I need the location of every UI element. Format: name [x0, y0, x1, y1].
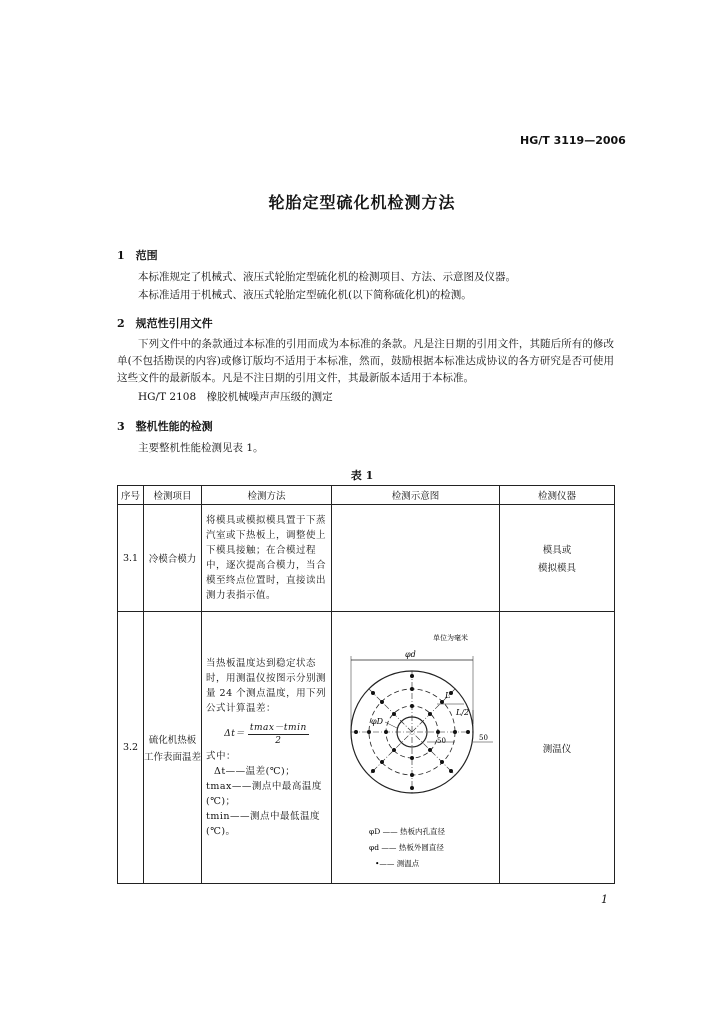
section-1-line-2: 本标准适用于机械式、液压式轮胎定型硫化机(以下简称硫化机)的检测。	[138, 289, 472, 301]
row1-instrument	[500, 505, 615, 612]
section-1-heading: 1 范围	[117, 249, 158, 262]
formula-where: 式中：	[206, 751, 237, 762]
table-caption: 表 1	[350, 469, 374, 482]
row1-no: 3.1	[118, 505, 144, 612]
header-no: 序号	[118, 486, 144, 505]
legend-phi-d: φd —— 热板外圆直径	[368, 843, 444, 852]
document-title: 轮胎定型硫化机检测方法	[268, 193, 456, 212]
table-row	[118, 505, 615, 612]
row1-instrument-line1: 模具或	[542, 545, 572, 556]
row1-instrument-line2: 模拟模具	[537, 563, 576, 574]
normative-reference: HG/T 2108 橡胶机械噪声声压级的测定	[138, 391, 333, 403]
row1-item: 冷模合模力	[144, 505, 202, 612]
header-item: 检测项目	[144, 486, 202, 505]
section-3-heading: 3 整机性能的检测	[117, 420, 213, 433]
label-phi-D: φD	[370, 717, 383, 726]
row1-diagram	[332, 505, 500, 612]
dim-50-b: 50	[478, 734, 488, 742]
header-instrument: 检测仪器	[500, 486, 615, 505]
label-L-half: L/2	[455, 708, 469, 717]
formula-def-delta: Δt——温差(℃)；	[214, 766, 296, 777]
formula-lhs: Δt＝	[224, 729, 245, 739]
temperature-formula	[206, 722, 327, 747]
formula-fraction	[248, 722, 309, 747]
row2-item	[144, 612, 202, 884]
row1-method: 将模具或模拟模具置于下蒸汽室或下热板上，调整使上下模具接触；在合模过程中，逐次提高合模力，当合模至终点位置时，直接读出测力表指示值。	[202, 505, 332, 612]
row2-item-line2: 工作表面温差	[144, 752, 202, 763]
standard-number: HG/T 3119—2006	[520, 134, 626, 147]
label-L: L	[444, 691, 450, 700]
dim-50-a: 50	[436, 737, 446, 745]
legend-measuring-point: •—— 测温点	[374, 859, 419, 868]
formula-def-tmin: tmin——测点中最低温度(℃)。	[206, 811, 320, 837]
formula-numerator: tmax－tmin	[249, 723, 307, 733]
legend-phi-D: φD —— 热板内孔直径	[368, 827, 445, 836]
row2-method-text: 当热板温度达到稳定状态时，用测温仪按图示分别测量 24 个测点温度，用下列公式计算温差：	[206, 658, 327, 714]
formula-denominator: 2	[275, 736, 282, 746]
row2-item-line1: 硫化机热板	[148, 735, 197, 746]
row2-no: 3.2	[118, 612, 144, 884]
section-3-intro: 主要整机性能检测见表 1。	[138, 442, 264, 454]
section-1-line-1: 本标准规定了机械式、液压式轮胎定型硫化机的检测项目、方法、示意图及仪器。	[138, 271, 516, 283]
section-2-paragraph: 下列文件中的条款通过本标准的引用而成为本标准的条款。凡是注日期的引用文件，其随后所有的修改单(不包括勘误的内容)或修订版均不适用于本标准，然而，鼓励根据本标准达成协议的各方研究是否可使用这些文件的最新版本。凡是不注日期的引用文件，其最新版本适用于本标准。	[117, 338, 614, 384]
section-2-heading: 2 规范性引用文件	[117, 317, 213, 330]
table-header-row	[118, 486, 615, 505]
hot-plate-diagram	[333, 612, 499, 880]
header-diagram: 检测示意图	[332, 486, 500, 505]
header-method: 检测方法	[202, 486, 332, 505]
table-row	[118, 612, 615, 884]
row2-diagram	[332, 612, 500, 884]
unit-note: 单位为毫米	[432, 634, 468, 642]
row2-method	[202, 612, 332, 884]
formula-def-tmax: tmax——测点中最高温度(℃)；	[206, 781, 322, 807]
label-phi-d: φd	[404, 650, 416, 659]
inspection-table	[117, 485, 615, 884]
page-number: 1	[601, 893, 608, 906]
row2-instrument: 测温仪	[500, 612, 615, 884]
